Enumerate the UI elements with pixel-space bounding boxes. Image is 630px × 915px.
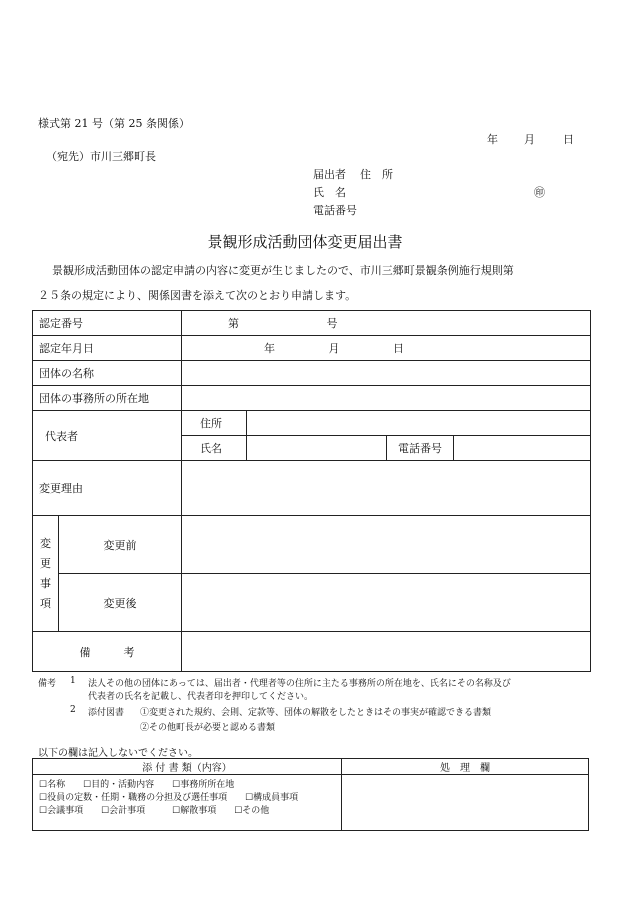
- intro-line-2: ２５条の規定により、関係図書を添えて次のとおり申請します。: [38, 289, 357, 302]
- note-2-item-1: ①変更された規約、会則、定款等、団体の解散をしたときはその事実が確認できる書類: [140, 708, 492, 718]
- intro-line-1: 景観形成活動団体の認定申請の内容に変更が生じましたので、市川三郷町景観条例施行規則第: [52, 264, 514, 277]
- applicant-name-label: 氏 名: [313, 186, 346, 199]
- date-day-label: 日: [563, 133, 574, 146]
- cert-no-dai: 第: [228, 317, 239, 330]
- note-2-label: 添付図書: [88, 708, 125, 718]
- checklist-row: ☐役員の定数・任期・職務の分担及び選任事項 ☐構成員事項: [39, 793, 299, 803]
- note-2-number: 2: [70, 705, 76, 715]
- form-number: 様式第 21 号（第 25 条関係）: [38, 117, 190, 130]
- group-name-field[interactable]: [182, 361, 591, 386]
- attachments-header: 添 付 書 類（内容）: [33, 759, 342, 775]
- rep-address-field[interactable]: [247, 411, 591, 436]
- note-2-item-2: ②その他町長が必要と認める書類: [140, 723, 276, 733]
- addressee: （宛先）市川三郷町長: [46, 150, 156, 163]
- before-change-field[interactable]: [182, 516, 591, 574]
- seal-mark: ㊞: [534, 186, 545, 199]
- office-location-field[interactable]: [182, 386, 591, 411]
- rep-phone-field[interactable]: [454, 436, 591, 461]
- cert-date-day: 日: [393, 342, 404, 355]
- notes-heading: 備考: [38, 679, 57, 689]
- cert-date-year: 年: [264, 342, 275, 355]
- after-change-label: 変更後: [59, 574, 182, 632]
- office-use-notice: 以下の欄は記入しないでください。: [38, 748, 198, 759]
- checklist-row: ☐会議事項 ☐会計事項 ☐解散事項 ☐その他: [39, 806, 270, 816]
- cert-no-label: 認定番号: [33, 311, 182, 336]
- date-month-label: 月: [524, 133, 535, 146]
- note-1-number: 1: [70, 676, 76, 686]
- cert-date-month: 月: [328, 342, 340, 355]
- note-1-line-1: 法人その他の団体にあっては、届出者・代理者等の住所に主たる事務所の所在地を、氏名にその名称及び: [88, 679, 511, 689]
- cert-date-label: 認定年月日: [33, 336, 182, 361]
- processing-field: [342, 775, 589, 831]
- remarks-field[interactable]: [182, 632, 591, 672]
- note-1-line-2: 代表者の氏名を記載し、代表者印を押印してください。: [88, 692, 314, 702]
- main-form-table: [32, 310, 591, 672]
- change-items-char: 項: [40, 596, 51, 610]
- cert-date-field[interactable]: [182, 336, 591, 361]
- applicant-phone-label: 電話番号: [313, 204, 357, 217]
- rep-phone-label: 電話番号: [387, 436, 454, 461]
- after-change-field[interactable]: [182, 574, 591, 632]
- rep-name-label: 氏名: [182, 436, 247, 461]
- applicant-address-label: 住 所: [360, 168, 393, 181]
- attachments-checklist[interactable]: [33, 775, 342, 831]
- change-reason-field[interactable]: [182, 461, 591, 516]
- cert-no-go: 号: [326, 317, 338, 330]
- remarks-label: 備 考: [33, 632, 182, 672]
- date-year-label: 年: [487, 133, 498, 146]
- cert-no-field[interactable]: [182, 311, 591, 336]
- processing-header: 処 理 欄: [342, 759, 589, 775]
- rep-name-field[interactable]: [247, 436, 387, 461]
- representative-label: 代表者: [33, 411, 182, 461]
- document-title: 景観形成活動団体変更届出書: [207, 233, 403, 251]
- office-location-label: 団体の事務所の所在地: [33, 386, 182, 411]
- before-change-label: 変更前: [59, 516, 182, 574]
- applicant-label: 届出者: [313, 168, 346, 181]
- office-use-table: [32, 758, 589, 831]
- change-items-char: 事: [40, 576, 51, 590]
- change-items-char: 変: [40, 536, 51, 550]
- group-name-label: 団体の名称: [33, 361, 182, 386]
- change-items-label: [33, 516, 59, 632]
- checklist-row: ☐名称 ☐目的・活動内容 ☐事務所所在地: [39, 780, 235, 790]
- rep-address-label: 住所: [182, 411, 247, 436]
- change-reason-label: 変更理由: [33, 461, 182, 516]
- change-items-char: 更: [40, 556, 51, 570]
